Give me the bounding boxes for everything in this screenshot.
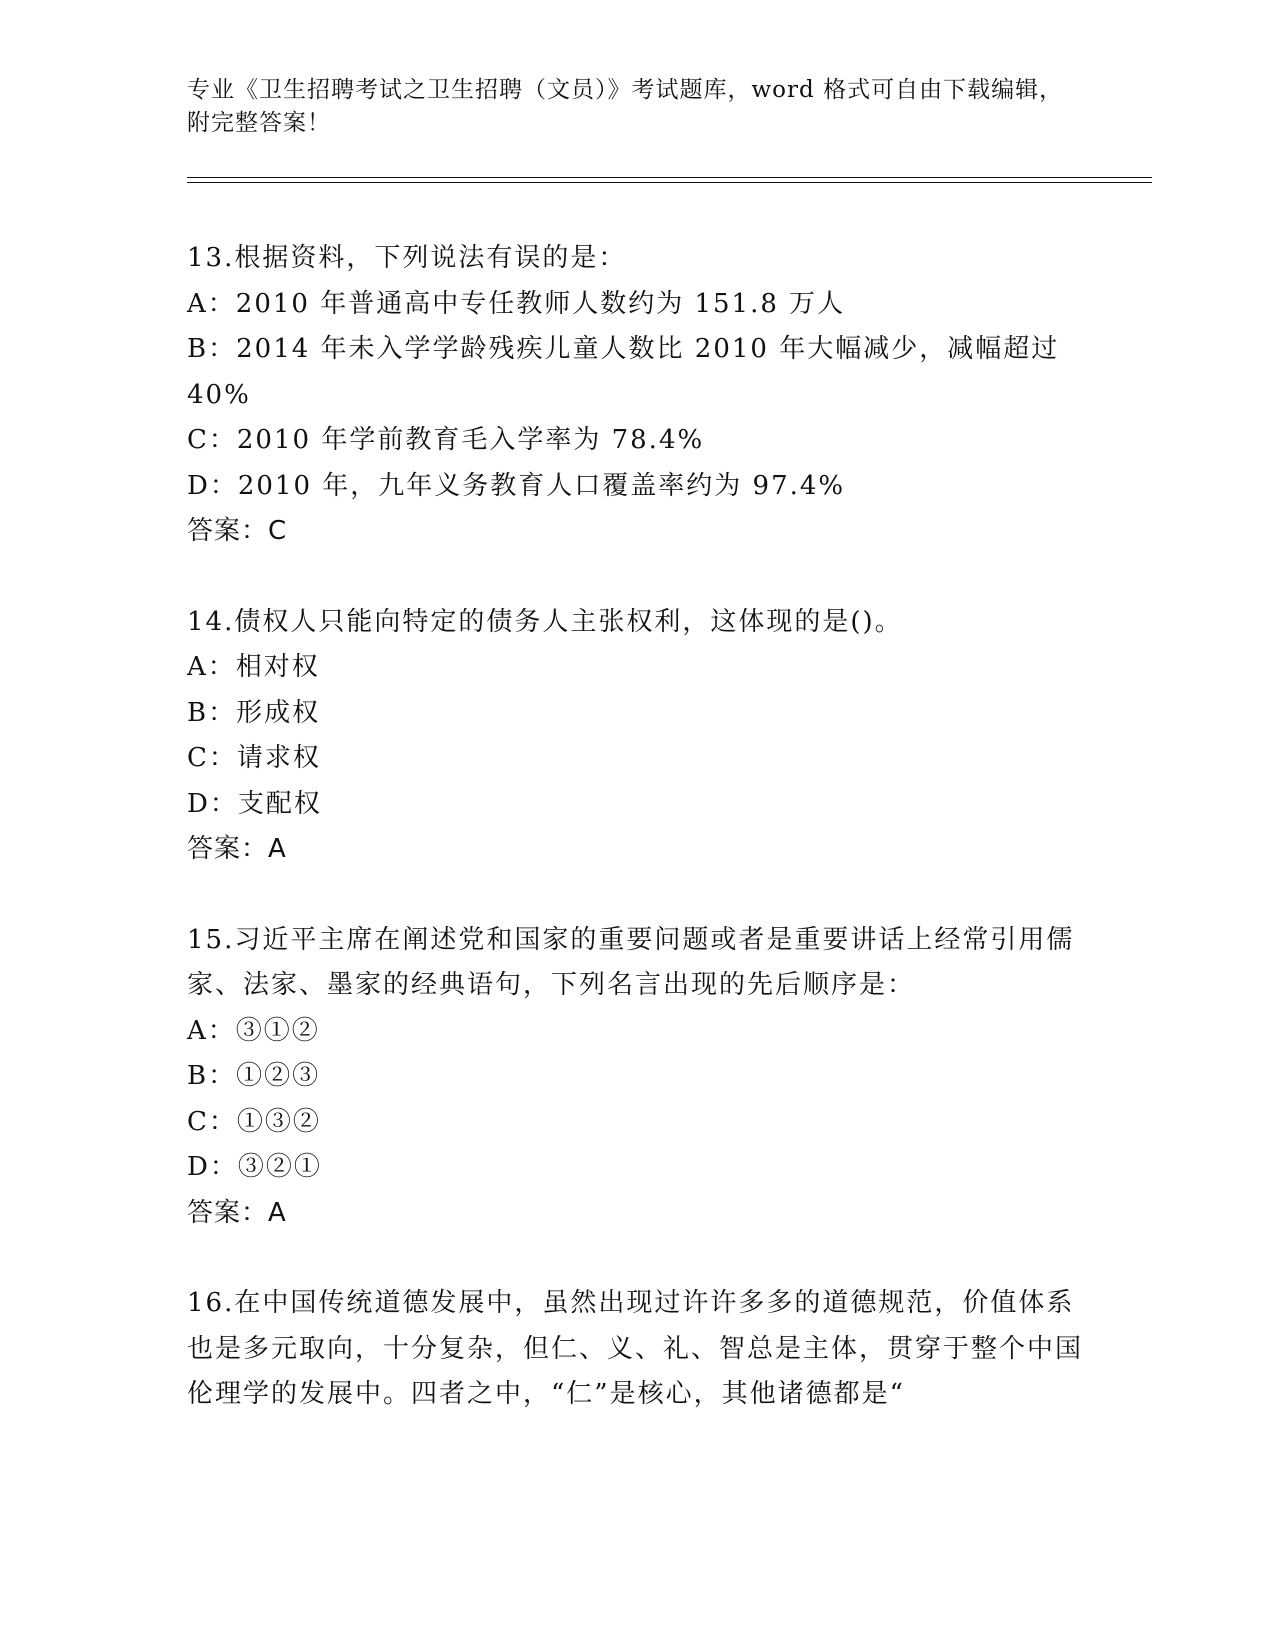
question-16 — [187, 1281, 1087, 1418]
option-d: D：③②① — [187, 1152, 322, 1182]
option-c: C：①③② — [187, 1106, 321, 1137]
option-a: A：相对权 — [187, 652, 320, 682]
question-14 — [187, 600, 1087, 873]
header-divider-top — [187, 177, 1152, 178]
option-b: B：①②③ — [187, 1061, 321, 1091]
option-d: D：2010 年，九年义务教育人口覆盖率约为 97.4% — [187, 470, 846, 501]
option-c: C：请求权 — [187, 743, 321, 773]
question-13 — [187, 236, 1087, 555]
question-stem: 16.在中国传统道德发展中，虽然出现过许许多多的道德规范，价值体系也是多元取向，十分复杂，但仁、义、礼、智总是主体，贯穿于整个中国伦理学的发展中。四者之中，“仁”是核心，其他诸德都是“ — [187, 1288, 1084, 1409]
option-b: B：2014 年未入学学龄残疾儿童人数比 2010 年大幅减少，减幅超过 40% — [187, 334, 1060, 410]
question-stem: 15.习近平主席在阐述党和国家的重要问题或者是重要讲话上经常引用儒家、法家、墨家的经典语句，下列名言出现的先后顺序是： — [187, 924, 1075, 1000]
document-header: 专业《卫生招聘考试之卫生招聘（文员）》考试题库，word 格式可自由下载编辑，附完整答案！ — [187, 77, 1064, 136]
question-stem: 14.债权人只能向特定的债务人主张权利，这体现的是()。 — [187, 606, 903, 637]
option-a: A：2010 年普通高中专任教师人数约为 151.8 万人 — [187, 288, 846, 319]
header-divider-bottom — [187, 182, 1152, 183]
question-list — [187, 236, 1087, 1418]
answer-label: 答案：A — [187, 834, 287, 864]
option-c: C：2010 年学前教育毛入学率为 78.4% — [187, 425, 705, 455]
answer-label: 答案：C — [187, 516, 288, 546]
option-d: D：支配权 — [187, 788, 322, 819]
option-b: B：形成权 — [187, 697, 321, 728]
option-a: A：③①② — [187, 1015, 320, 1046]
answer-label: 答案：A — [187, 1197, 287, 1228]
question-stem: 13.根据资料，下列说法有误的是： — [187, 243, 627, 273]
question-15 — [187, 918, 1087, 1237]
